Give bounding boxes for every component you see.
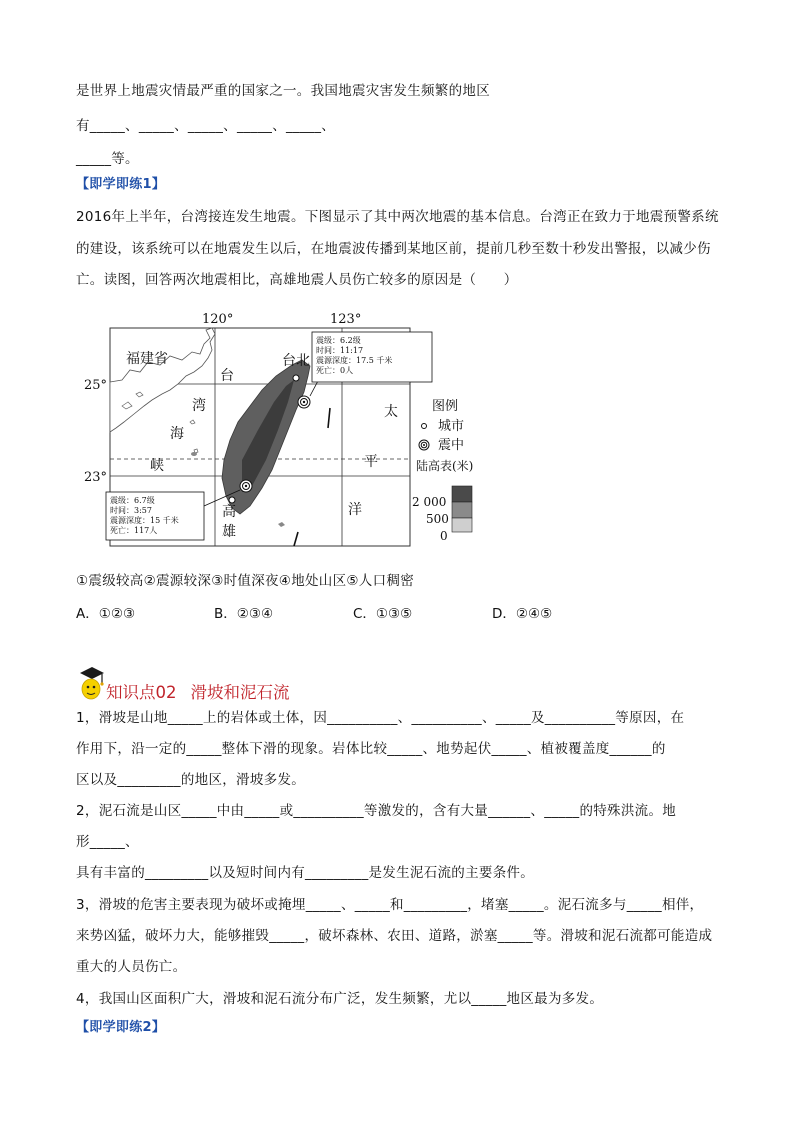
strait-char: 台 xyxy=(220,368,234,384)
quake-south-depth: 震源深度：15 千米 xyxy=(110,516,179,525)
fill-blank-line: 区以及_________的地区，滑坡多发。 xyxy=(76,772,306,788)
quake-north-depth: 震源深度：17.5 千米 xyxy=(316,356,393,365)
practice-1-header: 【即学即练1】 xyxy=(76,177,166,192)
option-b[interactable]: B．②③④ xyxy=(214,606,274,622)
legend-elev-low xyxy=(452,518,472,532)
fill-blank-line: 作用下，沿一定的_____整体下滑的现象。岩体比较_____、地势起伏_____、植被覆盖度______的 xyxy=(76,741,666,757)
strait-char: 湾 xyxy=(192,398,206,414)
knowledge-point-title xyxy=(106,679,304,703)
option-d[interactable]: D．②④⑤ xyxy=(492,606,553,622)
question-text: 亡。读图，回答两次地震相比，高雄地震人员伤亡较多的原因是（ ） xyxy=(76,272,518,288)
ocean-char: 洋 xyxy=(348,502,362,518)
option-c[interactable]: C．①③⑤ xyxy=(353,606,413,622)
legend-elev-value: 2 000 xyxy=(412,495,447,509)
fill-blank-line: 2，泥石流是山区_____中由_____或__________等激发的，含有大量______、_____的特殊洪流。地 xyxy=(76,803,677,819)
ocean-char: 平 xyxy=(364,454,378,470)
ocean-char: 太 xyxy=(384,404,398,420)
strait-char: 海 xyxy=(170,426,184,442)
option-a[interactable]: A．①②③ xyxy=(76,606,136,622)
city-label-kaohsiung: 雄 xyxy=(222,524,236,540)
choices-line: ①震级较高②震源较深③时值深夜④地处山区⑤人口稠密 xyxy=(76,573,415,589)
fill-blank-line: 4，我国山区面积广大，滑坡和泥石流分布广泛，发生频繁，尤以_____地区最为多发。 xyxy=(76,991,604,1007)
fill-blank-line: 有_____、_____、_____、_____、_____、 xyxy=(76,118,336,134)
legend-elev-high xyxy=(452,486,472,502)
quake-south-deaths: 死亡：117人 xyxy=(110,526,158,535)
fill-blank-line: 来势凶猛，破坏力大，能够摧毁_____，破坏森林、农田、道路，淤塞_____等。滑坡和泥石流都可能造成 xyxy=(76,928,713,944)
knowledge-point-number: 知识点02 xyxy=(106,683,177,702)
lat-label-23: 23° xyxy=(84,470,108,485)
knowledge-point-name: 滑坡和泥石流 xyxy=(190,683,290,702)
quake-north-deaths: 死亡：0人 xyxy=(316,366,354,375)
practice-2-header: 【即学即练2】 xyxy=(76,1020,166,1035)
quake-south-time: 时间：3:57 xyxy=(110,506,152,515)
legend-elev-value: 500 xyxy=(426,512,449,526)
legend-city-label: 城市 xyxy=(438,419,465,434)
penghu-island xyxy=(191,452,197,456)
city-label-taipei: 台北 xyxy=(282,353,310,369)
legend-title: 图例 xyxy=(432,399,459,414)
city-marker-taipei xyxy=(293,375,299,381)
fill-blank-line: 具有丰富的_________以及短时间内有_________是发生泥石流的主要条件。 xyxy=(76,865,535,881)
legend-elevation-title: 陆高表(米) xyxy=(416,459,474,473)
question-text: 的建设，该系统可以在地震发生以后，在地震波传播到某地区前，提前几秒至数十秒发出警报，以减少伤 xyxy=(76,241,711,257)
fill-blank-line: 形_____、 xyxy=(76,834,139,850)
taiwan-earthquake-map xyxy=(82,310,492,550)
question-text: 2016年上半年，台湾接连发生地震。下图显示了其中两次地震的基本信息。台湾正在致力于地震预警系统 xyxy=(76,209,719,225)
city-label-kaohsiung: 高 xyxy=(222,504,236,520)
lon-label-123: 123° xyxy=(330,312,362,327)
fill-blank-line: 3，滑坡的危害主要表现为破坏或掩埋_____、_____和_________，堵塞_____。泥石流多与_____相伴， xyxy=(76,897,704,913)
quake-south-magnitude: 震级：6.7级 xyxy=(110,496,155,505)
quake-north-time: 时间：11:17 xyxy=(316,346,364,355)
legend-city-icon xyxy=(422,424,427,429)
quake-north-magnitude: 震级：6.2级 xyxy=(316,336,361,345)
city-marker-kaohsiung xyxy=(229,497,235,503)
scholar-icon xyxy=(76,665,110,703)
fill-blank-line: 重大的人员伤亡。 xyxy=(76,959,187,975)
lon-label-120: 120° xyxy=(202,312,234,327)
legend-epicenter-label: 震中 xyxy=(438,438,465,453)
strait-char: 峡 xyxy=(150,458,164,474)
legend-elev-value: 0 xyxy=(440,529,448,543)
lat-label-25: 25° xyxy=(84,378,108,393)
fill-blank-line: _____等。 xyxy=(76,151,139,167)
fill-blank-line: 1，滑坡是山地_____上的岩体或土体，因__________、__________、_____及__________等原因，在 xyxy=(76,710,685,726)
legend-elev-mid xyxy=(452,502,472,518)
text-line: 是世界上地震灾情最严重的国家之一。我国地震灾害发生频繁的地区 xyxy=(76,83,490,99)
province-label-fujian: 福建省 xyxy=(126,351,168,367)
